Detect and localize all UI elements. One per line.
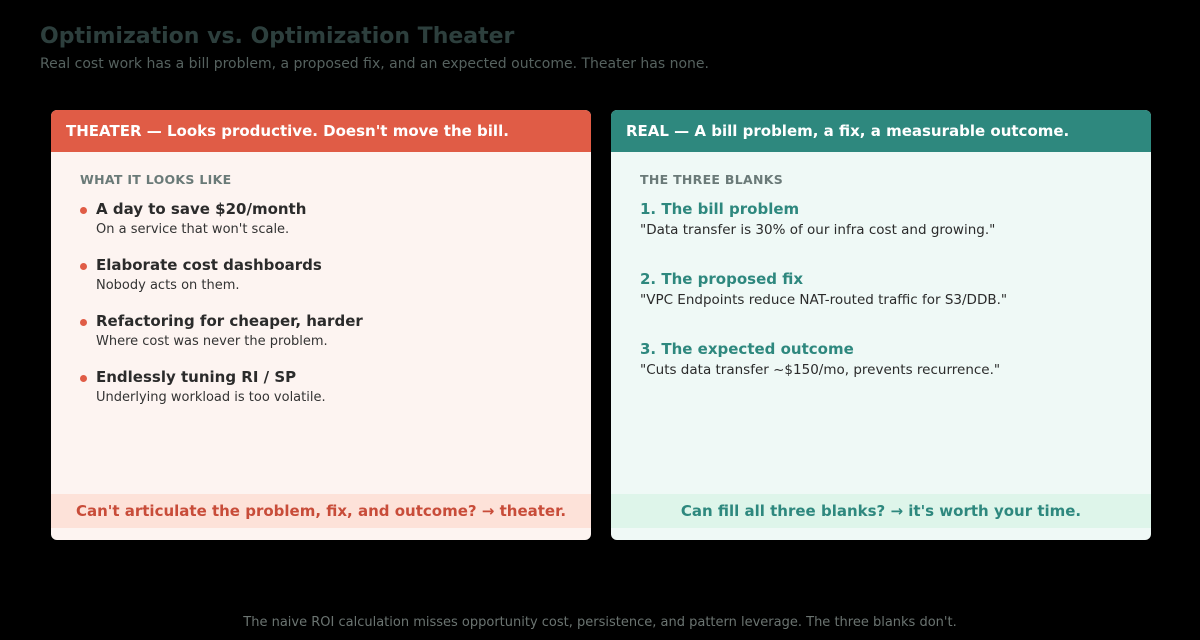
footnote: The naive ROI calculation misses opportunity cost, persistence, and pattern leverage. The three blanks don't. [243,615,957,630]
blank-quote: "Cuts data transfer ~$150/mo, prevents recurrence." [640,362,1001,378]
bullet-icon [80,319,87,326]
theater-item-desc: Underlying workload is too volatile. [96,390,326,405]
real-section-label: THE THREE BLANKS [640,172,784,187]
blank-title: 2. The proposed fix [640,270,804,288]
theater-item-desc: Nobody acts on them. [96,278,240,293]
theater-item-title: A day to save $20/month [96,200,307,218]
theater-item-title: Endlessly tuning RI / SP [96,368,297,386]
real-card-footer: Can fill all three blanks? → it's worth your time. [611,494,1151,528]
theater-item [96,312,363,349]
theater-item-desc: Where cost was never the problem. [96,334,328,349]
blank-item [640,200,995,238]
theater-item [96,256,322,293]
theater-item [96,368,326,405]
blank-quote: "VPC Endpoints reduce NAT-routed traffic for S3/DDB." [640,292,1008,308]
blank-title: 1. The bill problem [640,200,800,218]
theater-item [96,200,306,237]
blank-title: 3. The expected outcome [640,340,854,358]
page-subtitle: Real cost work has a bill problem, a proposed fix, and an expected outcome. Theater has none. [40,56,709,72]
theater-item-title: Refactoring for cheaper, harder [96,312,363,330]
theater-item-title: Elaborate cost dashboards [96,256,322,274]
blank-quote: "Data transfer is 30% of our infra cost and growing." [640,222,996,238]
bullet-icon [80,207,87,214]
real-card-header: REAL — A bill problem, a fix, a measurable outcome. [611,110,1151,152]
theater-item-desc: On a service that won't scale. [96,222,290,237]
real-card [611,110,1151,540]
theater-card-header: THEATER — Looks productive. Doesn't move the bill. [51,110,591,152]
bullet-icon [80,263,87,270]
theater-card [51,110,591,540]
bullet-icon [80,375,87,382]
blank-item [640,270,1007,308]
theater-card-footer: Can't articulate the problem, fix, and outcome? → theater. [51,494,591,528]
theater-section-label: WHAT IT LOOKS LIKE [80,172,232,187]
blank-item [640,340,1000,378]
page-title: Optimization vs. Optimization Theater [40,24,515,49]
